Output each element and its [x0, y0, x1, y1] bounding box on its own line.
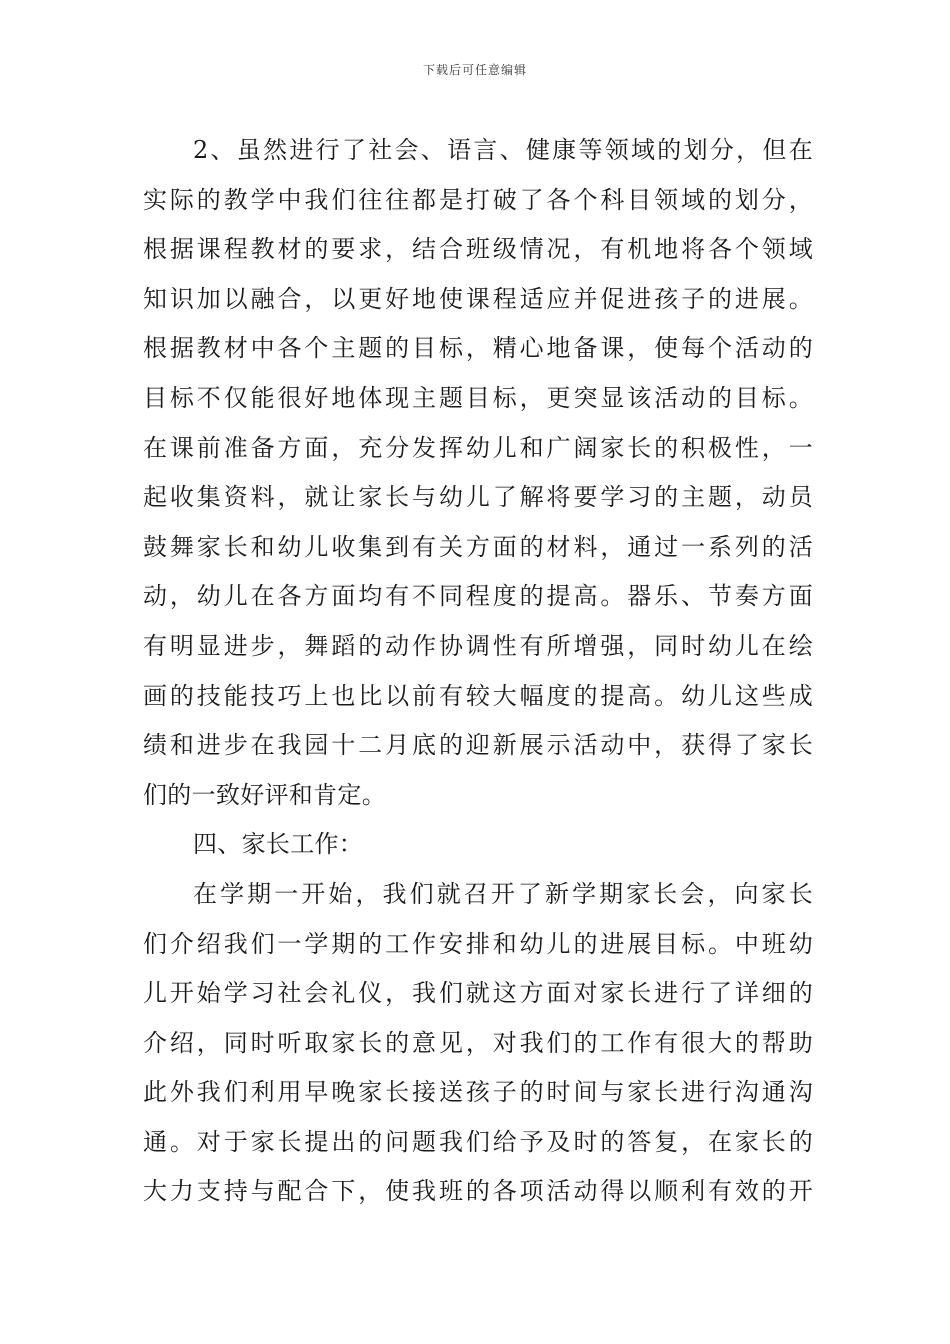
text-line: 目标不仅能很好地体现主题目标，更突显该活动的目标。	[143, 383, 813, 412]
text-line: 儿开始学习社会礼仪，我们就这方面对家长进行了详细的	[143, 979, 813, 1008]
text-line: 在课前准备方面，充分发挥幼儿和广阔家长的积极性，一	[143, 433, 813, 462]
text-line: 绩和进步在我园十二月底的迎新展示活动中，获得了家长	[143, 731, 813, 760]
text-line: 们介绍我们一学期的工作安排和幼儿的进展目标。中班幼	[143, 929, 813, 958]
text-line: 在学期一开始，我们就召开了新学期家长会，向家长	[193, 879, 813, 908]
text-line: 知识加以融合，以更好地使课程适应并促进孩子的进展。	[143, 284, 813, 313]
text-line: 根据教材中各个主题的目标，精心地备课，使每个活动的	[143, 334, 813, 363]
text-line: 大力支持与配合下，使我班的各项活动得以顺利有效的开	[143, 1177, 813, 1206]
text-line: 介绍，同时听取家长的意见，对我们的工作有很大的帮助	[143, 1028, 813, 1057]
paragraph-curriculum	[143, 126, 813, 820]
text-line: 根据课程教材的要求，结合班级情况，有机地将各个领域	[143, 235, 813, 264]
paragraph-parent-work	[143, 870, 813, 1217]
text-line: 此外我们利用早晚家长接送孩子的时间与家长进行沟通沟	[143, 1078, 813, 1107]
section-heading-parent-work	[143, 820, 813, 870]
section-heading: 四、家长工作：	[193, 830, 364, 859]
page-header-note: 下载后可任意编辑	[422, 63, 527, 77]
text-line: 实际的教学中我们往往都是打破了各个科目领域的划分，	[143, 185, 813, 214]
document-body	[143, 126, 813, 1217]
text-line: 画的技能技巧上也比以前有较大幅度的提高。幼儿这些成	[143, 681, 813, 710]
text-line: 有明显进步，舞蹈的动作协调性有所增强，同时幼儿在绘	[143, 631, 813, 660]
text-line: 2、虽然进行了社会、语言、健康等领域的划分，但在	[193, 136, 813, 164]
text-line: 通。对于家长提出的问题我们给予及时的答复，在家长的	[143, 1127, 813, 1156]
text-line: 起收集资料，就让家长与幼儿了解将要学习的主题，动员	[143, 483, 813, 512]
text-line: 们的一致好评和肯定。	[143, 780, 386, 809]
text-line: 动，幼儿在各方面均有不同程度的提高。器乐、节奏方面	[143, 582, 813, 611]
text-line: 鼓舞家长和幼儿收集到有关方面的材料，通过一系列的活	[143, 532, 813, 561]
